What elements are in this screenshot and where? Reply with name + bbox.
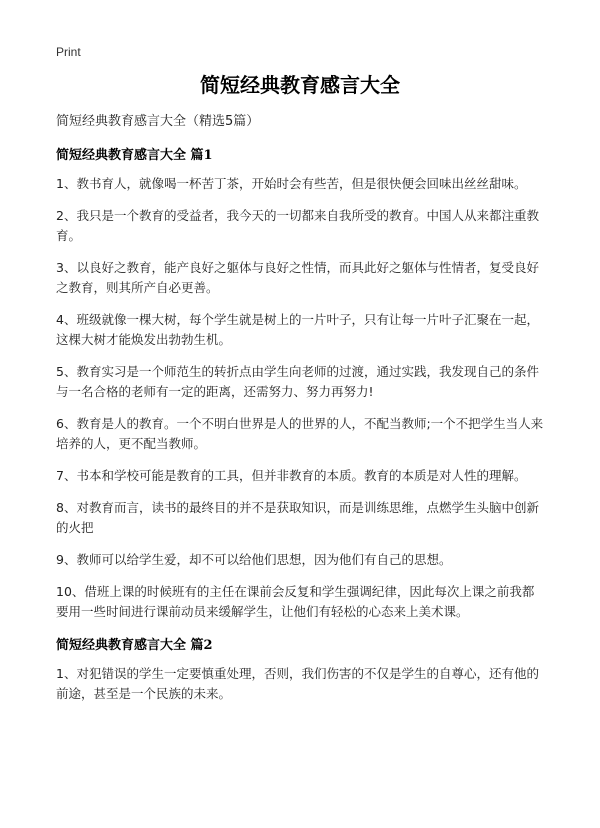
paragraph: 7、书本和学校可能是教育的工具，但并非教育的本质。教育的本质是对人性的理解。: [56, 468, 527, 483]
paragraph: 3、以良好之教育，能产良好之躯体与良好之性情，而具此好之躯体与性情者，复受良好之教育，则其所产自必更善。: [56, 260, 539, 295]
paragraph: 5、教育实习是一个师范生的转折点由学生向老师的过渡，通过实践，我发现自己的条件与一名合格的老师有一定的距离，还需努力、努力再努力!: [56, 364, 539, 399]
document-title: 简短经典教育感言大全: [200, 73, 400, 97]
section-2: [56, 636, 544, 704]
paragraph: 8、对教育而言，读书的最终目的并不是获取知识，而是训练思维，点燃学生头脑中创新的火把: [56, 500, 539, 535]
paragraph: 1、教书育人，就像喝一杯苦丁茶，开始时会有些苦，但是很快便会回味出丝丝甜味。: [56, 176, 527, 191]
paragraph: 2、我只是一个教育的受益者，我今天的一切都来自我所受的教育。中国人从来都注重教育。: [56, 208, 539, 243]
section-heading: 简短经典教育感言大全 篇1: [56, 148, 213, 163]
paragraph: 4、班级就像一棵大树，每个学生就是树上的一片叶子，只有让每一片叶子汇聚在一起，这棵大树才能焕发出勃勃生机。: [56, 312, 539, 347]
paragraph: 10、借班上课的时候班有的主任在课前会反复和学生强调纪律，因此每次上课之前我都要用一些时间进行课前动员来缓解学生，让他们有轻松的心态来上美术课。: [56, 584, 535, 619]
paragraph: 1、对犯错误的学生一定要慎重处理，否则，我们伤害的不仅是学生的自尊心，还有他的前途，甚至是一个民族的未来。: [56, 666, 539, 701]
paragraph: 6、教育是人的教育。一个不明白世界是人的世界的人，不配当教师;一个不把学生当人来培养的人，更不配当教师。: [56, 416, 544, 451]
document-subtitle: 简短经典教育感言大全（精选5篇）: [56, 114, 260, 129]
paragraph: 9、教师可以给学生爱，却不可以给他们思想，因为他们有自己的思想。: [56, 552, 452, 567]
section-1: [56, 146, 544, 622]
section-heading: 简短经典教育感言大全 篇2: [56, 638, 213, 653]
print-label: Print: [56, 45, 81, 59]
